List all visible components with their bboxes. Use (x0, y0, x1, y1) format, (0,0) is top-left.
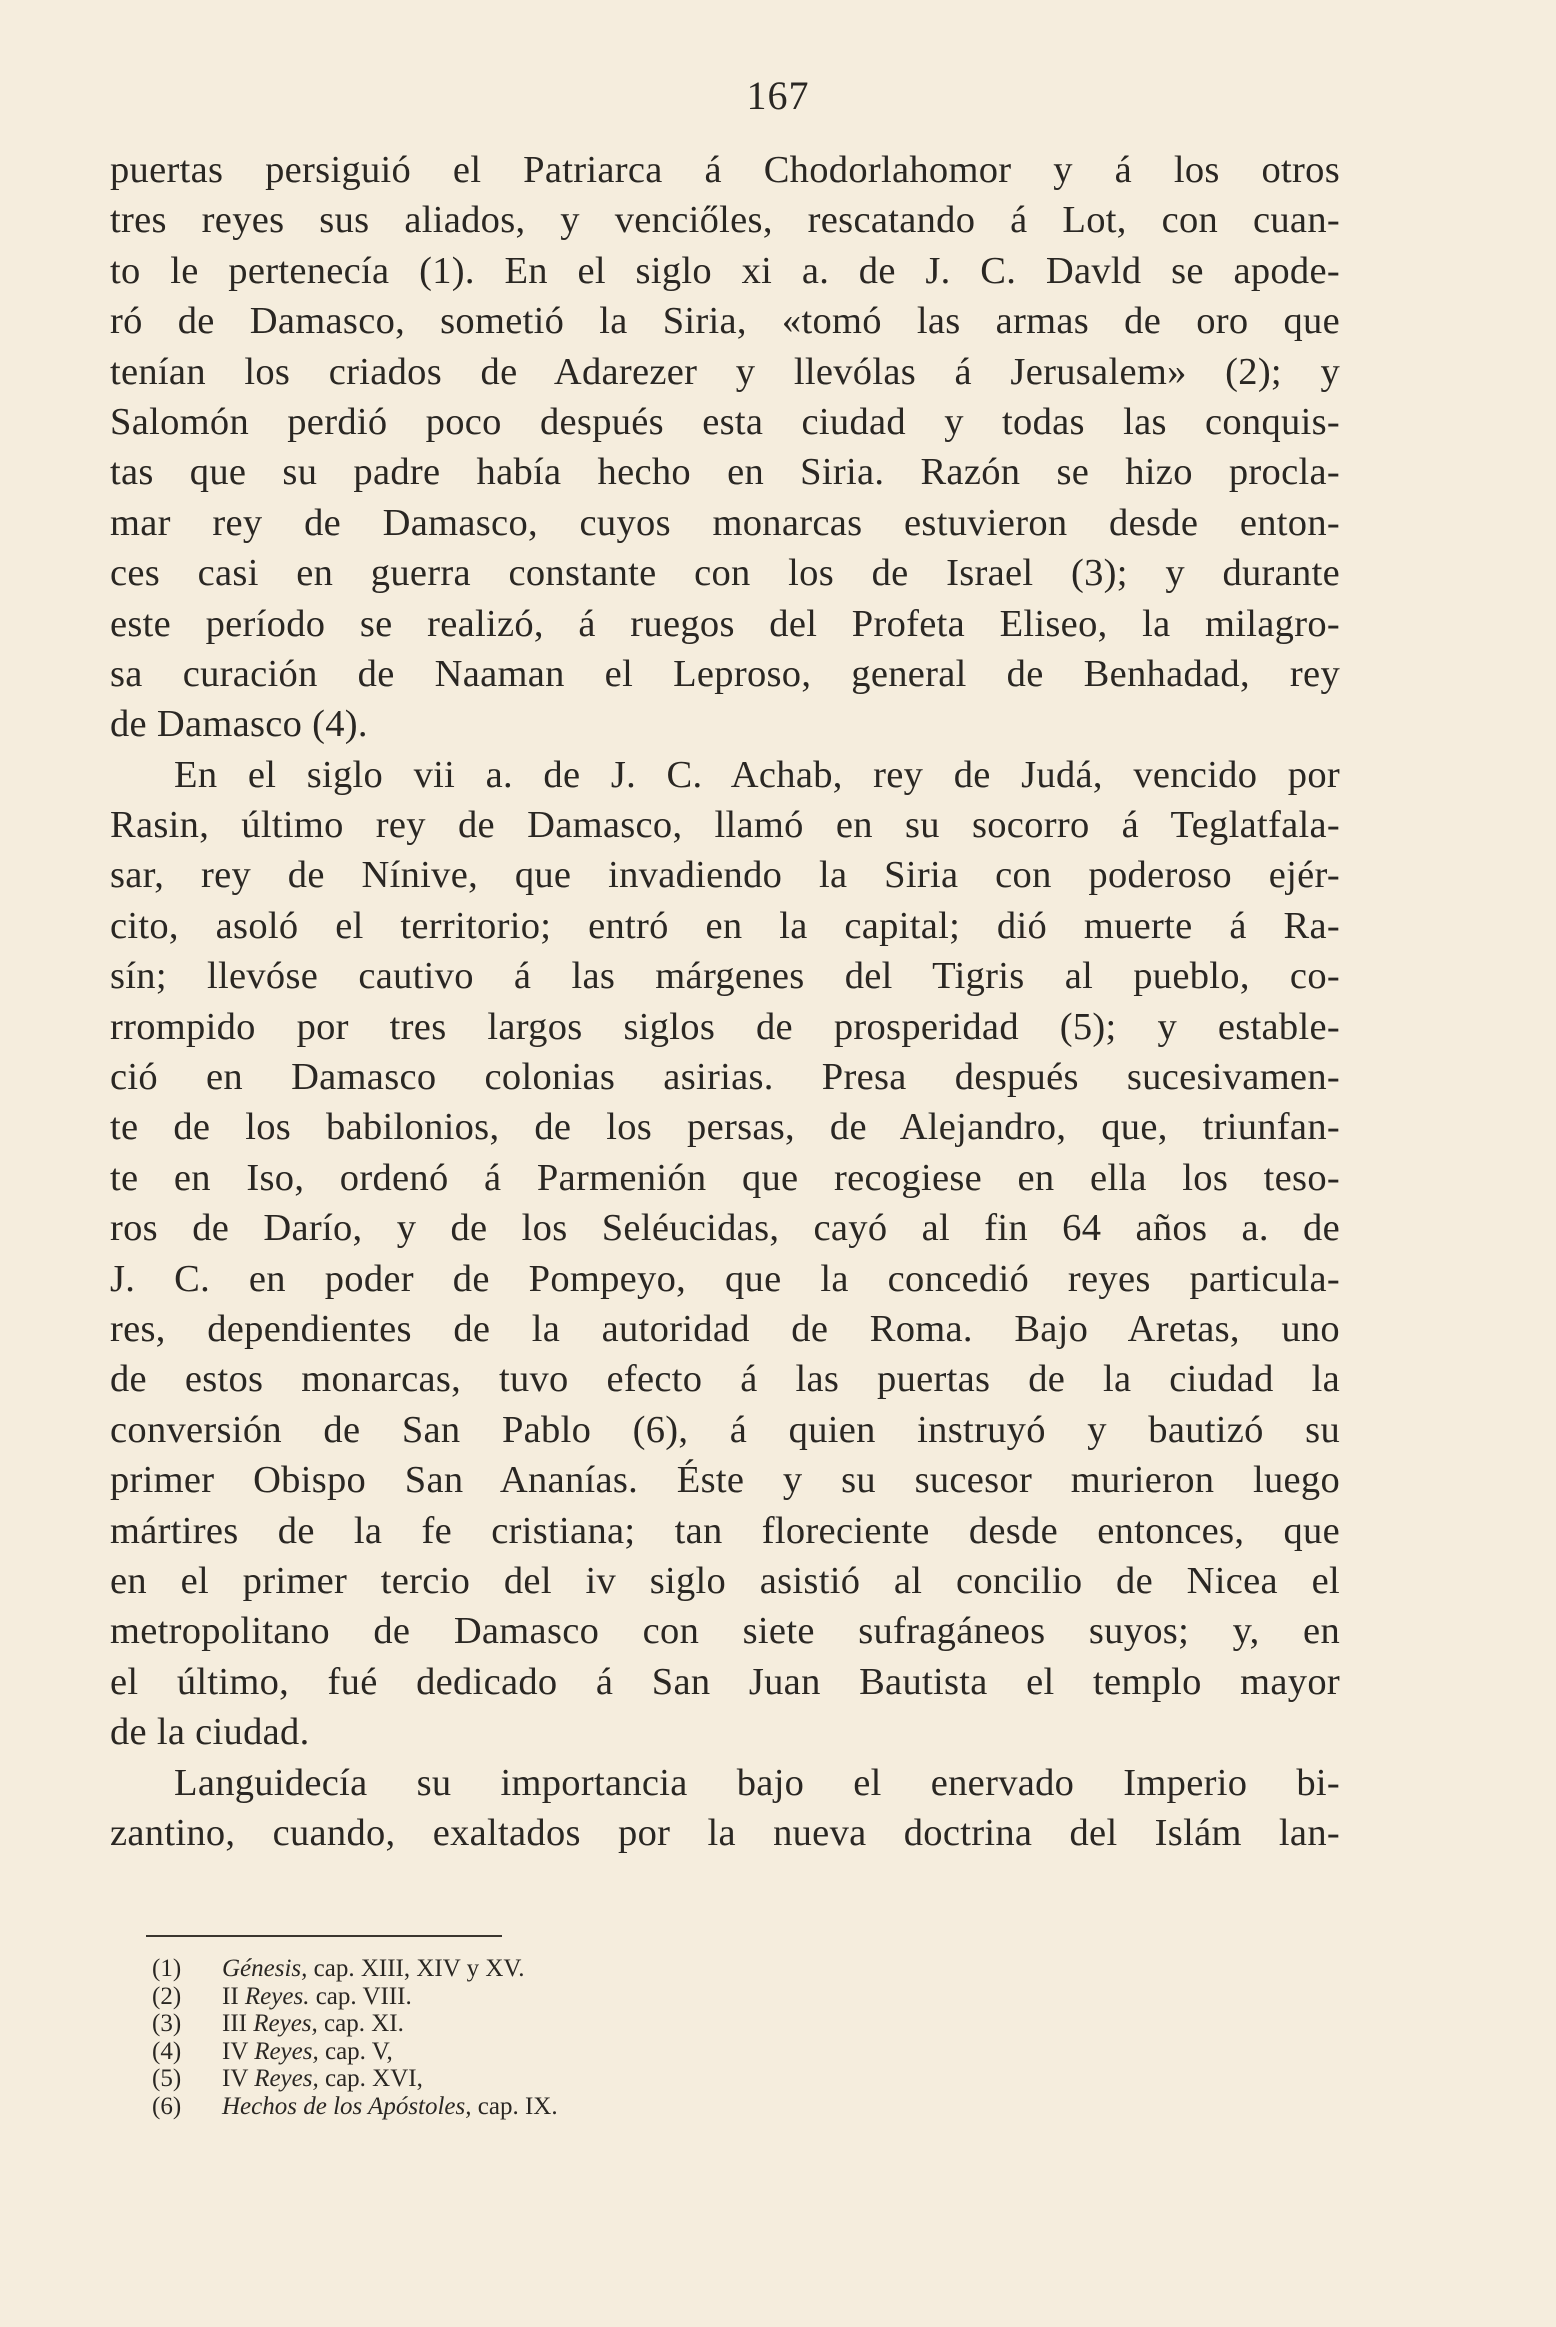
footnote-reference: cap. IX. (471, 2092, 558, 2120)
text-line: mártires de la fe cristiana; tan floreciente desde entonces, que (110, 1509, 1340, 1552)
footnote-number: (1) (152, 1955, 182, 1982)
text-line: sar, rey de Nínive, que invadiendo la Siria con poderoso ejér- (110, 854, 1340, 897)
text-line: tres reyes sus aliados, y venciőles, rescatando á Lot, con cuan- (110, 199, 1340, 242)
text-line: En el siglo vii a. de J. C. Achab, rey de Judá, vencido por (174, 753, 1340, 796)
footnote-reference: cap. XIII, XIV y XV. (307, 1955, 525, 1982)
text-line: mar rey de Damasco, cuyos monarcas estuvieron desde enton- (110, 501, 1340, 544)
text-line: de la ciudad. (110, 1711, 310, 1754)
text-line: sín; llevóse cautivo á las márgenes del Tigris al pueblo, co- (110, 955, 1340, 998)
footnote-number: (4) (152, 2037, 182, 2065)
footnote-book-prefix: III (222, 2010, 254, 2037)
footnote (152, 2010, 558, 2038)
text-line: Salomón perdió poco después esta ciudad y todas las conquis- (110, 400, 1340, 443)
footnote-number: (5) (152, 2065, 182, 2092)
footnote-number: (2) (152, 1982, 182, 2010)
text-line: ró de Damasco, sometió la Siria, «tomó las armas de oro que (110, 300, 1340, 343)
text-line: tenían los criados de Adarezer y llevólas á Jerusalem» (2); y (110, 350, 1340, 393)
footnote-separator (146, 1935, 502, 1937)
footnote (152, 1955, 558, 1983)
footnote (152, 2065, 558, 2093)
footnote (152, 2093, 558, 2121)
text-line: de estos monarcas, tuvo efecto á las puertas de la ciudad la (110, 1358, 1340, 1401)
footnote-book-prefix: IV (222, 2037, 255, 2065)
footnote-work-title: Génesis, (222, 1955, 308, 1982)
footnote-reference: cap. V, (318, 2037, 393, 2065)
text-line: J. C. en poder de Pompeyo, que la concedió reyes particula- (110, 1257, 1340, 1300)
footnote-work-title: Reyes, (253, 2010, 318, 2037)
text-line: conversión de San Pablo (6), á quien instruyó y bautizó su (110, 1408, 1340, 1451)
text-line: ces casi en guerra constante con los de Israel (3); y durante (110, 552, 1340, 595)
text-line: en el primer tercio del iv siglo asistió al concilio de Nicea el (110, 1559, 1340, 1602)
footnote-number: (3) (152, 2010, 182, 2037)
text-line: ció en Damasco colonias asirias. Presa después sucesivamen- (110, 1056, 1340, 1099)
text-line: te de los babilonios, de los persas, de Alejandro, que, triunfan- (110, 1106, 1340, 1149)
text-line: ros de Darío, y de los Seléucidas, cayó al fin 64 años a. de (110, 1207, 1340, 1250)
text-line: el último, fué dedicado á San Juan Bautista el templo mayor (110, 1660, 1340, 1703)
text-line: cito, asoló el territorio; entró en la capital; dió muerte á Ra- (110, 904, 1340, 947)
footnote (152, 2038, 558, 2066)
text-line: Languidecía su importancia bajo el enervado Imperio bi- (174, 1761, 1340, 1804)
text-line: metropolitano de Damasco con siete sufragáneos suyos; y, en (110, 1610, 1340, 1653)
text-line: res, dependientes de la autoridad de Roma. Bajo Aretas, uno (110, 1307, 1340, 1350)
footnote-work-title: Hechos de los Apóstoles, (222, 2092, 472, 2120)
body-text (110, 145, 1340, 1858)
text-line: Rasin, último rey de Damasco, llamó en su socorro á Teglatfala- (110, 804, 1340, 847)
text-line: tas que su padre había hecho en Siria. Razón se hizo procla- (110, 451, 1340, 494)
footnote-work-title: Reyes, (254, 2065, 319, 2092)
text-line: puertas persiguió el Patriarca á Chodorlahomor y á los otros (110, 149, 1340, 191)
text-line: zantino, cuando, exaltados por la nueva doctrina del Islám lan- (110, 1811, 1340, 1854)
text-line: rrompido por tres largos siglos de prosperidad (5); y estable- (110, 1005, 1340, 1048)
footnote-reference: cap. XI. (317, 2010, 404, 2037)
footnote-book-prefix: II (222, 1982, 245, 2010)
footnote-reference: cap. VIII. (309, 1982, 412, 2010)
text-line: de Damasco (4). (110, 703, 368, 746)
text-line: primer Obispo San Ananías. Éste y su sucesor murieron luego (110, 1459, 1340, 1502)
text-line: to le pertenecía (1). En el siglo xi a. de J. C. Davld se apode- (110, 249, 1340, 292)
footnote-work-title: Reyes. (244, 1982, 310, 2010)
footnote-work-title: Reyes, (254, 2037, 319, 2065)
footnote (152, 1983, 558, 2011)
text-line: este período se realizó, á ruegos del Profeta Eliseo, la milagro- (110, 602, 1340, 645)
page-number: 167 (746, 73, 810, 118)
text-line: sa curación de Naaman el Leproso, general de Benhadad, rey (110, 652, 1340, 695)
text-line: te en Iso, ordenó á Parmenión que recogiese en ella los teso- (110, 1156, 1340, 1199)
footnote-reference: cap. XVI, (318, 2065, 423, 2092)
footnote-number: (6) (152, 2092, 182, 2120)
footnote-book-prefix: IV (222, 2065, 255, 2092)
footnotes (152, 1955, 558, 2120)
